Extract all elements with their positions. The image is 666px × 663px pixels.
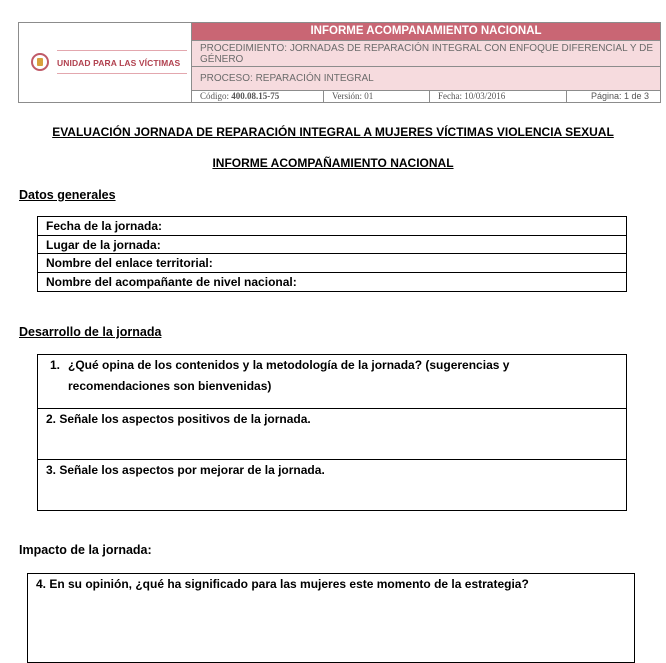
- header-info: [192, 23, 660, 102]
- enlace-row: Nombre del enlace territorial:: [38, 254, 626, 273]
- question-1-number: 1.: [50, 358, 61, 372]
- question-4-text: 4. En su opinión, ¿qué ha significado para las mujeres este momento de la estrategia?: [36, 577, 529, 591]
- question-2-box: [37, 408, 627, 460]
- fecha-row: Fecha de la jornada:: [38, 217, 626, 236]
- logo-divider-bottom: [57, 73, 187, 74]
- question-3-box: [37, 459, 627, 511]
- logo-text: UNIDAD PARA LAS VÍCTIMAS: [57, 58, 181, 68]
- codigo-value: 400.08.15-75: [231, 91, 280, 101]
- proceso: PROCESO: REPARACIÓN INTEGRAL: [192, 66, 660, 90]
- question-2-text: 2. Señale los aspectos positivos de la jornada.: [46, 412, 311, 426]
- datos-generales-heading: Datos generales: [19, 188, 116, 202]
- document-header: [18, 22, 661, 103]
- fecha: Fecha: 10/03/2016: [429, 91, 566, 102]
- question-3-text: 3. Señale los aspectos por mejorar de la jornada.: [46, 463, 325, 477]
- impacto-heading: Impacto de la jornada:: [19, 543, 152, 557]
- logo-cell: [19, 23, 192, 102]
- sub-title: INFORME ACOMPAÑAMIENTO NACIONAL: [212, 156, 454, 170]
- acompanante-row: Nombre del acompañante de nivel nacional:: [46, 274, 297, 289]
- question-4-box: [27, 573, 635, 663]
- main-title: EVALUACIÓN JORNADA DE REPARACIÓN INTEGRAL A MUJERES VÍCTIMAS VIOLENCIA SEXUAL: [52, 125, 614, 139]
- pagina: Página: 1 de 3: [566, 91, 660, 102]
- desarrollo-heading: Desarrollo de la jornada: [19, 325, 162, 339]
- question-1-text: ¿Qué opina de los contenidos y la metodología de la jornada? (sugerencias y recomendaciones son bienvenidas): [68, 358, 510, 393]
- codigo-label: Código:: [200, 91, 230, 101]
- meta-row: [192, 90, 660, 102]
- version: Versión: 01: [323, 91, 429, 102]
- question-1-box: [37, 354, 627, 409]
- codigo: [192, 91, 323, 102]
- coat-of-arms-icon: [31, 53, 49, 71]
- procedimiento: PROCEDIMIENTO: JORNADAS DE REPARACIÓN INTEGRAL CON ENFOQUE DIFERENCIAL Y DE GÉNERO: [192, 40, 660, 66]
- doc-title: INFORME ACOMPANAMIENTO NACIONAL: [192, 23, 660, 40]
- lugar-row: Lugar de la jornada:: [38, 236, 626, 255]
- datos-generales-table: [37, 216, 627, 292]
- logo-divider-top: [57, 50, 187, 51]
